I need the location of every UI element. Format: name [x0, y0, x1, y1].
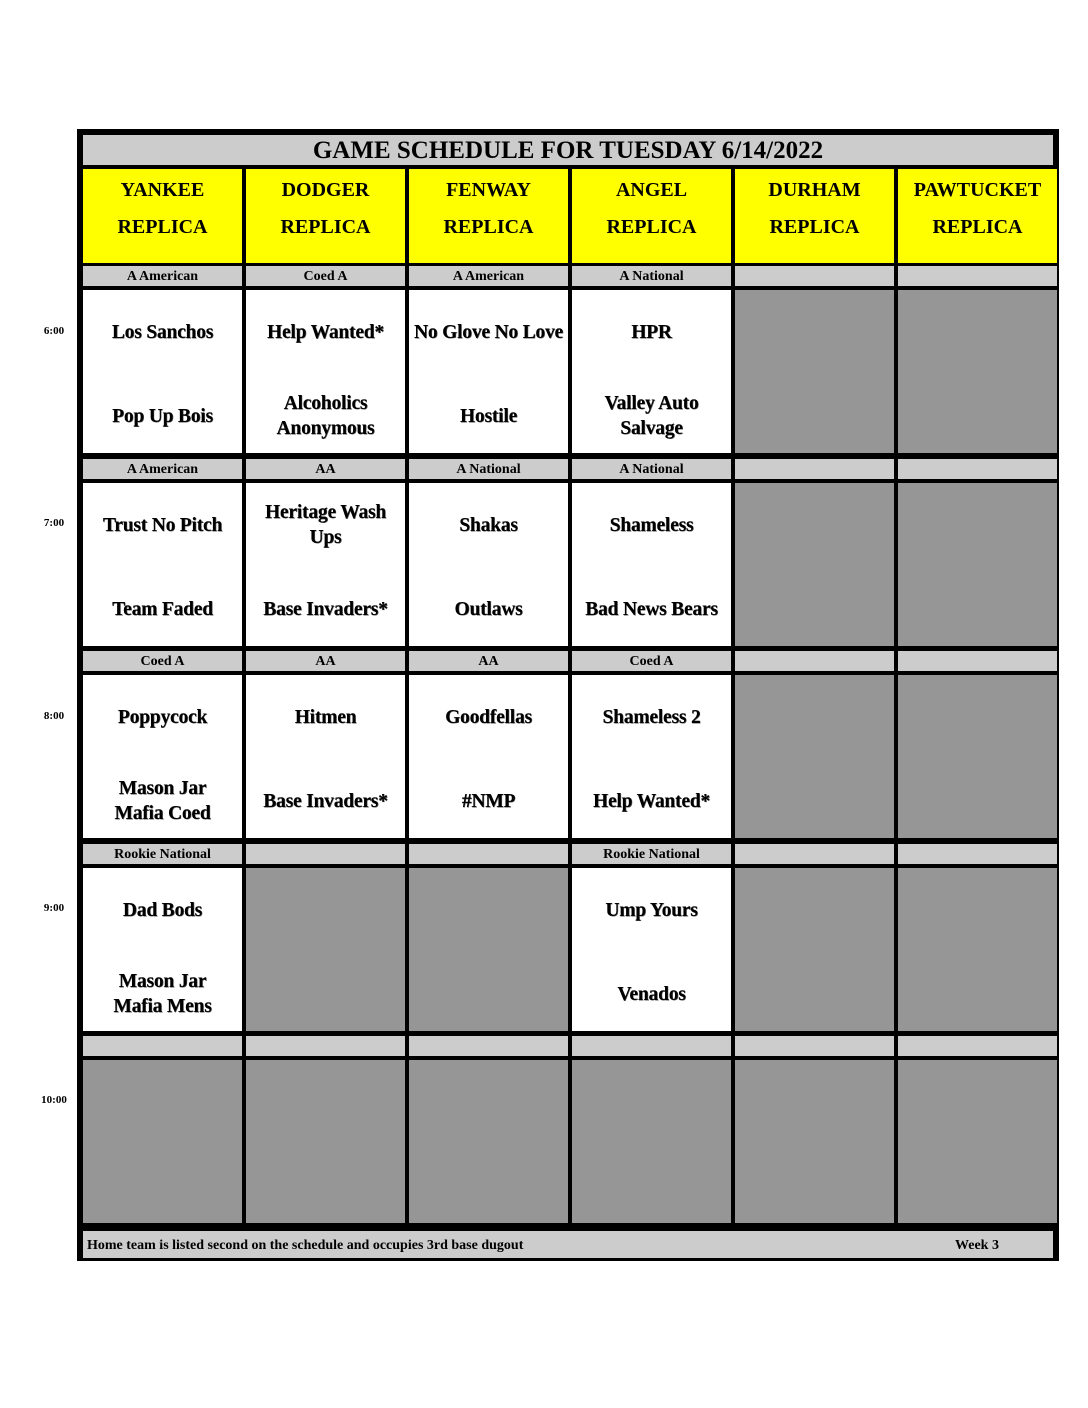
league-label [409, 844, 568, 864]
game-cell [409, 675, 568, 838]
empty-slot [898, 675, 1057, 838]
home-team: Help Wanted* [593, 790, 710, 812]
away-team: No Glove No Love [414, 321, 563, 343]
field-name: YANKEE [120, 179, 205, 201]
league-label [735, 1036, 894, 1056]
time-label: 6:00 [43, 325, 65, 337]
empty-slot [735, 290, 894, 453]
field-subtitle: REPLICA [117, 216, 208, 238]
league-label: Coed A [83, 651, 242, 671]
field-subtitle: REPLICA [280, 216, 371, 238]
league-label: Rookie National [572, 844, 731, 864]
time-label: 7:00 [43, 517, 65, 529]
field-name: ANGEL [615, 179, 688, 201]
game-cell [409, 483, 568, 646]
home-team: Bad News Bears [585, 598, 718, 620]
schedule-footer [83, 1231, 1053, 1258]
league-label: A National [409, 459, 568, 479]
home-team-note: Home team is listed second on the schedule and occupies 3rd base dugout [87, 1238, 524, 1253]
away-team: Ump Yours [605, 899, 698, 921]
home-team: Base Invaders* [263, 598, 388, 620]
field-subtitle: REPLICA [443, 216, 534, 238]
field-subtitle: REPLICA [606, 216, 697, 238]
empty-slot [898, 483, 1057, 646]
away-team: Shameless 2 [602, 706, 701, 728]
away-team: HPR [631, 321, 672, 343]
field-name: PAWTUCKET [913, 179, 1042, 201]
home-team: Outlaws [454, 598, 523, 620]
field-header-durham [735, 169, 894, 263]
time-label: 8:00 [43, 710, 65, 722]
empty-slot [409, 868, 568, 1031]
away-team: Dad Bods [122, 899, 203, 921]
away-team: Heritage Wash Ups [264, 502, 387, 548]
home-team: Base Invaders* [263, 790, 388, 812]
game-cell [246, 675, 405, 838]
field-header-angel [572, 169, 731, 263]
empty-slot [246, 1060, 405, 1223]
away-team: Help Wanted* [267, 321, 384, 343]
away-team: Trust No Pitch [102, 514, 223, 536]
league-label: AA [246, 651, 405, 671]
league-label [409, 1036, 568, 1056]
field-header-fenway [409, 169, 568, 263]
game-cell [83, 290, 242, 453]
empty-slot [735, 675, 894, 838]
field-header-pawtucket [898, 169, 1057, 263]
field-subtitle: REPLICA [932, 216, 1023, 238]
game-cell [83, 483, 242, 646]
league-label [572, 1036, 731, 1056]
league-label [898, 266, 1057, 286]
home-team: Hostile [459, 405, 518, 427]
game-cell [572, 868, 731, 1031]
game-cell [83, 868, 242, 1031]
week-label: Week 3 [955, 1238, 999, 1253]
league-label [735, 459, 894, 479]
home-team: #NMP [461, 790, 516, 812]
home-team: Mason Jar Mafia Coed [114, 778, 211, 824]
empty-slot [898, 290, 1057, 453]
game-cell [83, 675, 242, 838]
field-name: FENWAY [446, 179, 531, 201]
league-label: A American [83, 459, 242, 479]
home-team: Mason Jar Mafia Mens [113, 971, 212, 1017]
game-cell [246, 290, 405, 453]
field-header-dodger [246, 169, 405, 263]
league-label: Coed A [572, 651, 731, 671]
game-cell [246, 483, 405, 646]
away-team: Los Sanchos [111, 321, 214, 343]
field-header-yankee [83, 169, 242, 263]
league-label [898, 1036, 1057, 1056]
league-label [898, 844, 1057, 864]
empty-slot [735, 483, 894, 646]
league-label [735, 844, 894, 864]
league-label: A American [83, 266, 242, 286]
away-team: Hitmen [294, 706, 357, 728]
league-label [246, 844, 405, 864]
empty-slot [735, 868, 894, 1031]
league-label: Coed A [246, 266, 405, 286]
league-label [735, 651, 894, 671]
game-cell [572, 290, 731, 453]
empty-slot [898, 868, 1057, 1031]
league-label: A National [572, 459, 731, 479]
away-team: Shakas [459, 514, 518, 536]
league-label [246, 1036, 405, 1056]
field-subtitle: REPLICA [769, 216, 860, 238]
field-name: DURHAM [768, 179, 861, 201]
game-cell [572, 675, 731, 838]
home-team: Alcoholics Anonymous [276, 393, 375, 439]
league-label [83, 1036, 242, 1056]
home-team: Pop Up Bois [112, 405, 213, 427]
away-team: Shameless [609, 514, 694, 536]
time-label: 10:00 [41, 1094, 67, 1106]
schedule-sheet [77, 129, 1059, 1261]
empty-slot [572, 1060, 731, 1223]
home-team: Valley Auto Salvage [604, 393, 699, 439]
league-label: A National [572, 266, 731, 286]
game-cell [409, 290, 568, 453]
league-label: AA [409, 651, 568, 671]
empty-slot [246, 868, 405, 1031]
away-team: Goodfellas [445, 706, 532, 728]
empty-slot [898, 1060, 1057, 1223]
league-label: A American [409, 266, 568, 286]
league-label: AA [246, 459, 405, 479]
field-name: DODGER [281, 179, 370, 201]
empty-slot [83, 1060, 242, 1223]
league-label [735, 266, 894, 286]
away-team: Poppycock [117, 706, 208, 728]
schedule-title: GAME SCHEDULE FOR TUESDAY 6/14/2022 [83, 135, 1053, 165]
home-team: Team Faded [112, 598, 213, 620]
empty-slot [735, 1060, 894, 1223]
game-cell [572, 483, 731, 646]
league-label [898, 651, 1057, 671]
home-team: Venados [617, 983, 686, 1005]
league-label [898, 459, 1057, 479]
league-label: Rookie National [83, 844, 242, 864]
empty-slot [409, 1060, 568, 1223]
time-label: 9:00 [43, 902, 65, 914]
